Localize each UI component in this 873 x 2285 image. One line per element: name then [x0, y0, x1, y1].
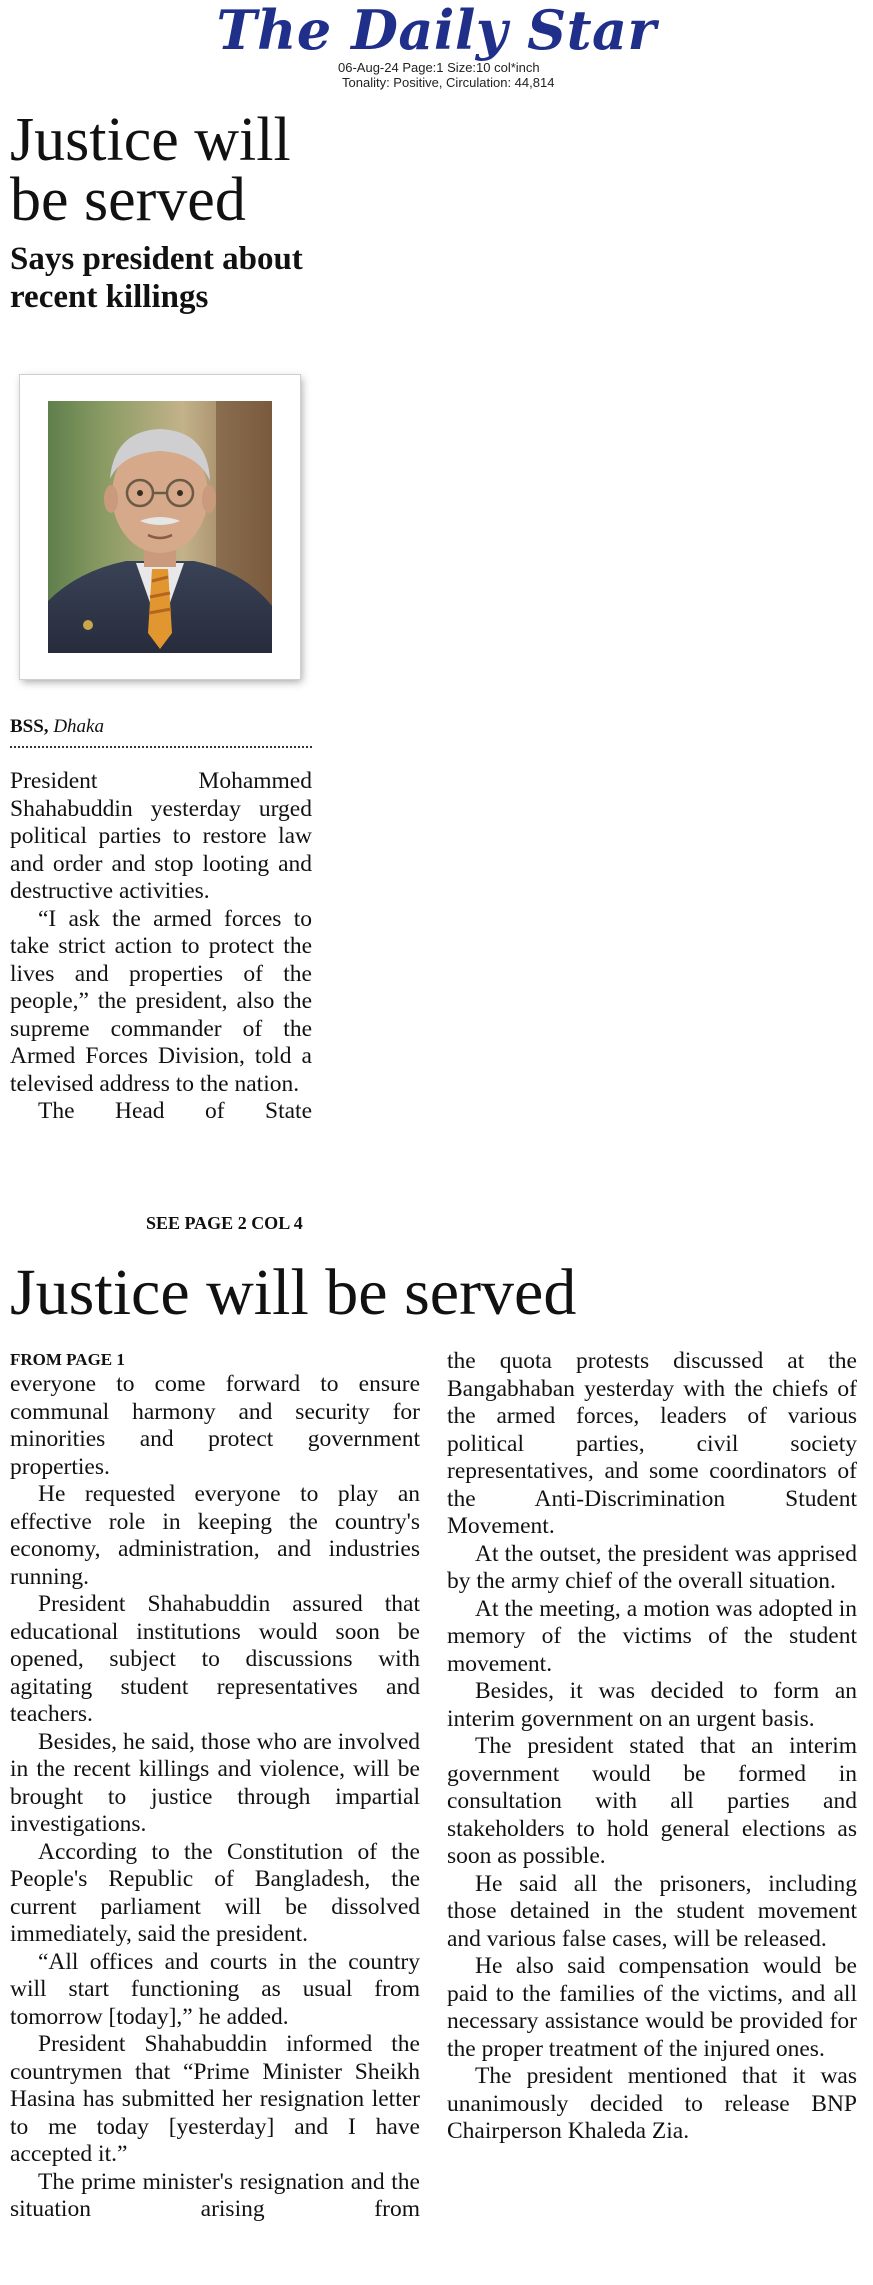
continuation-paragraph: the quota protests discussed at the Bangabhaban yesterday with the chiefs of the armed forces, leaders of various political parties, civil society representatives, and some coordinators of the Anti-Discrimination Student Movement. [447, 1348, 857, 1539]
continuation-paragraph: According to the Constitution of the People's Republic of Bangladesh, the current parliament will be dissolved immediately, said the president. [10, 1838, 420, 1947]
continuation-paragraph: The president stated that an interim government would be formed in consultation with all parties and stakeholders to hold general elections as soon as possible. [447, 1733, 857, 1869]
masthead [0, 0, 873, 62]
continuation-paragraph: He said all the prisoners, including those detained in the student movement and various false cases, will be released. [447, 1870, 857, 1952]
byline-source: BSS, [10, 716, 49, 737]
front-subheadline: Says president about recent killings [10, 241, 303, 315]
clipping-meta-tonality: Tonality: Positive, Circulation: 44,814 [342, 75, 555, 90]
continuation-paragraph: At the outset, the president was apprised by the army chief of the overall situation. [447, 1540, 857, 1594]
continuation-paragraph: He also said compensation would be paid to the families of the victims, and all necessary assistance would be provided for the proper treatment of the injured ones. [447, 1953, 857, 2062]
continuation-paragraph: The president mentioned that it was unanimously decided to release BNP Chairperson Khaleda Zia. [447, 2063, 857, 2144]
jump-label: SEE PAGE 2 COL 4 [146, 1213, 303, 1233]
continuation-paragraph: At the meeting, a motion was adopted in memory of the victims of the student movement. [447, 1595, 857, 1677]
byline-divider [10, 746, 312, 748]
continuation-paragraph: Besides, it was decided to form an interim government on an urgent basis. [447, 1678, 857, 1732]
from-page-label: FROM PAGE 1 [10, 1350, 125, 1369]
continuation-paragraph: President Shahabuddin assured that educational institutions would soon be opened, subject to discussions with agitating student representatives and teachers. [10, 1591, 420, 1727]
continuation-paragraph: “All offices and courts in the country will start functioning as usual from tomorrow [today],” he added. [10, 1948, 420, 2030]
front-paragraph: The Head of State [38, 1098, 312, 1124]
front-paragraph: President Mohammed Shahabuddin yesterday urged political parties to restore law and order and stop looting and destructive activities. [10, 768, 312, 904]
president-photo-frame [20, 375, 300, 679]
clipping-meta-date: 06-Aug-24 Page:1 Size:10 col*inch [338, 60, 540, 75]
newspaper-logo: The Daily Star [216, 0, 657, 62]
continuation-paragraph: Besides, he said, those who are involved in the recent killings and violence, will be brought to justice through impartial investigations. [10, 1728, 420, 1837]
continuation-headline: Justice will be served [10, 1256, 577, 1329]
byline-city: Dhaka [53, 716, 104, 737]
continuation-paragraph: President Shahabuddin informed the countrymen that “Prime Minister Sheikh Hasina has submitted her resignation letter to me today [yesterday] and I have accepted it.” [10, 2031, 420, 2167]
continuation-paragraph: He requested everyone to play an effective role in keeping the country's economy, administration, and industries running. [10, 1481, 420, 1590]
front-headline: Justice will be served [10, 106, 291, 234]
continuation-right-column [447, 1348, 857, 2146]
front-paragraph: “I ask the armed forces to take strict action to protect the lives and properties of the people,” the president, also the supreme commander of the Armed Forces Division, told a televised address to the nation. [10, 905, 312, 1097]
continuation-paragraph: everyone to come forward to ensure communal harmony and security for minorities and protect government properties. [10, 1371, 420, 1480]
byline [10, 716, 104, 738]
front-article-body [10, 768, 312, 1126]
continuation-paragraph: The prime minister's resignation and the situation arising from [10, 2168, 420, 2222]
president-photo [48, 401, 272, 653]
continuation-left-column [10, 1371, 420, 2224]
